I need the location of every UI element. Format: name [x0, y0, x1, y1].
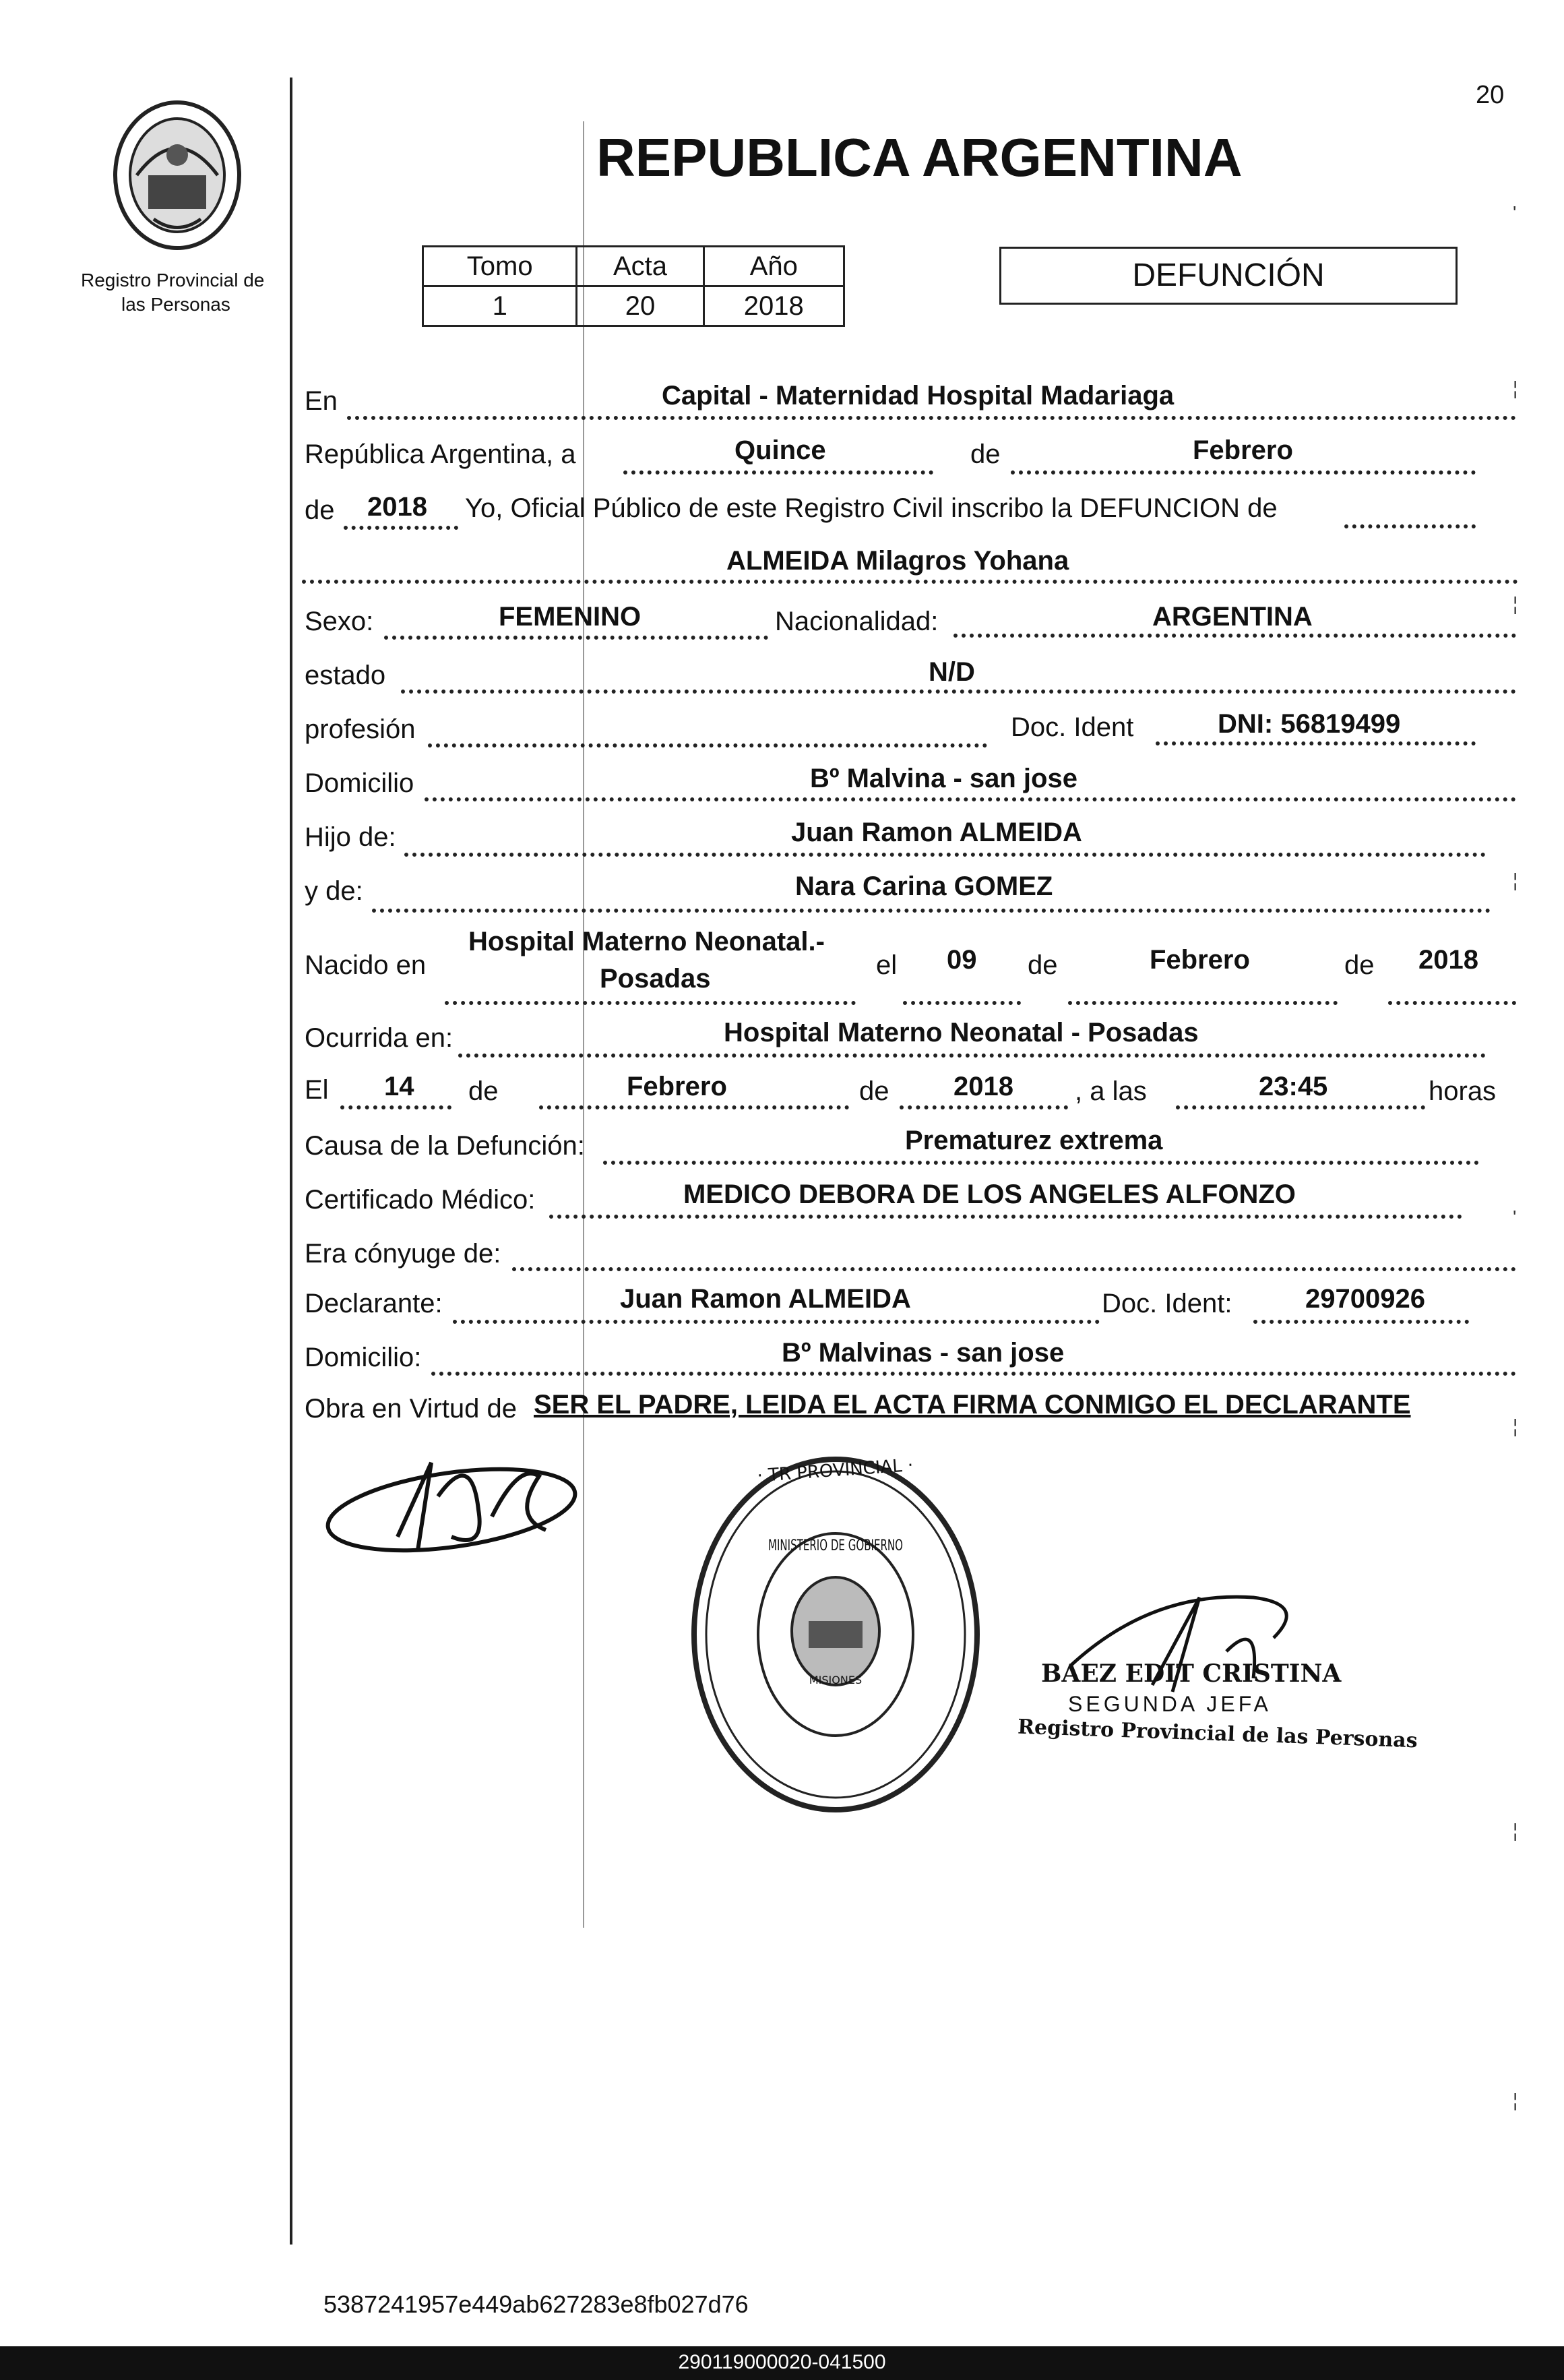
label-yo-oficial: Yo, Oficial Público de este Registro Civil inscribo la DEFUNCION de [465, 493, 1278, 523]
mother-value: Nara Carina GOMEZ [795, 872, 1053, 901]
label-de-birth2: de [1344, 950, 1375, 980]
acta-value: 20 [577, 286, 703, 326]
label-hijo-de: Hijo de: [305, 822, 396, 852]
label-de-birth1: de [1028, 950, 1058, 980]
label-doc-ident-declarante: Doc. Ident: [1102, 1289, 1232, 1318]
birth-day-value: 09 [947, 945, 977, 975]
dotted-line [1176, 1105, 1425, 1109]
officer-name: BAEZ EDIT CRISTINA [1041, 1659, 1342, 1688]
label-republica: República Argentina, a [305, 439, 576, 469]
dotted-line [384, 636, 768, 640]
declarant-signature [317, 1436, 586, 1570]
dotted-line [404, 853, 1486, 857]
edge-mark: ¦ [1513, 377, 1518, 398]
label-estado: estado [305, 661, 386, 690]
edge-mark: ¦ [1513, 869, 1518, 890]
death-day-value: 14 [384, 1072, 414, 1101]
label-doc-ident: Doc. Ident [1011, 712, 1134, 742]
nationality-value: ARGENTINA [1152, 602, 1313, 632]
dotted-line [953, 634, 1516, 638]
label-nacido-en: Nacido en [305, 950, 427, 980]
dotted-line [1253, 1320, 1469, 1324]
declarant-address-value: Bº Malvinas - san jose [782, 1338, 1065, 1368]
tomo-header: Tomo [423, 247, 577, 286]
label-y-de: y de: [305, 876, 363, 906]
address-value: Bº Malvina - san jose [810, 764, 1077, 793]
physician-value: MEDICO DEBORA DE LOS ANGELES ALFONZO [683, 1180, 1296, 1209]
tomo-value: 1 [423, 286, 577, 326]
registry-name-line2: las Personas [121, 294, 230, 315]
acta-header: Acta [577, 247, 703, 286]
dotted-line [431, 1372, 1516, 1376]
death-month-value: Febrero [627, 1072, 727, 1101]
birth-place-line2: Posadas [600, 964, 711, 994]
barcode-text: 290119000020-041500 [678, 2351, 886, 2373]
label-de: de [970, 439, 1001, 469]
seal-inner-text: MINISTERIO DE GOBIERNO [768, 1537, 903, 1554]
country-title: REPUBLICA ARGENTINA [596, 127, 1243, 187]
document-type-box: DEFUNCIÓN [999, 247, 1458, 305]
dotted-line [302, 580, 1518, 584]
death-time-value: 23:45 [1259, 1072, 1328, 1101]
dotted-line [1068, 1001, 1338, 1005]
seal-center-text: MISIONES [809, 1674, 863, 1686]
label-certificado: Certificado Médico: [305, 1185, 536, 1215]
dotted-line [372, 909, 1491, 913]
dotted-line [603, 1161, 1479, 1165]
dotted-line [539, 1105, 849, 1109]
label-declarante: Declarante: [305, 1289, 443, 1318]
dotted-line [453, 1320, 1100, 1324]
father-value: Juan Ramon ALMEIDA [791, 818, 1082, 847]
label-en: En [305, 386, 338, 416]
edge-mark: ' [1513, 202, 1517, 223]
fold-line [583, 121, 584, 1928]
death-year-value: 2018 [953, 1072, 1013, 1101]
margin-rule [290, 78, 292, 2245]
label-nacionalidad: Nacionalidad: [775, 607, 939, 636]
year-value: 2018 [367, 492, 427, 522]
place-value: Capital - Maternidad Hospital Madariaga [662, 381, 1175, 410]
edge-mark: ' [1513, 1207, 1517, 1227]
declarant-doc-value: 29700926 [1305, 1284, 1425, 1314]
edge-mark: ¦ [1513, 1415, 1518, 1436]
dotted-line [512, 1267, 1516, 1271]
dotted-line [401, 690, 1516, 694]
month-value: Febrero [1193, 435, 1293, 465]
registry-name-line1: Registro Provincial de [81, 270, 265, 291]
dotted-line [903, 1001, 1021, 1005]
document-hash: 5387241957e449ab627283e8fb027d76 [323, 2290, 749, 2318]
birth-place-line1: Hospital Materno Neonatal.- [468, 927, 825, 956]
by-virtue-of-value: SER EL PADRE, LEIDA EL ACTA FIRMA CONMIGO EL DECLARANTE [534, 1390, 1411, 1420]
cause-value: Prematurez extrema [905, 1126, 1163, 1155]
dotted-line [900, 1105, 1068, 1109]
label-obra-en-virtud: Obra en Virtud de [305, 1394, 518, 1424]
edge-mark: ¦ [1513, 2089, 1518, 2110]
officer-title: SEGUNDA JEFA [1068, 1692, 1272, 1716]
dotted-line [1388, 1001, 1516, 1005]
dotted-line [425, 797, 1516, 801]
label-conyuge: Era cónyuge de: [305, 1239, 501, 1269]
officer-office: Registro Provincial de las Personas [1017, 1715, 1418, 1753]
label-sexo: Sexo: [305, 607, 374, 636]
dotted-line [458, 1054, 1486, 1058]
label-causa: Causa de la Defunción: [305, 1131, 585, 1161]
dotted-line [1156, 741, 1476, 745]
dotted-line [1344, 524, 1476, 528]
dotted-line [428, 743, 987, 747]
label-profesion: profesión [305, 714, 416, 744]
dotted-line [549, 1215, 1462, 1219]
seal-outer-text: · TR PROVINCIAL · [756, 1455, 914, 1487]
dotted-line [344, 526, 458, 530]
province-emblem [106, 94, 248, 256]
dotted-line [445, 1001, 856, 1005]
deceased-name-value: ALMEIDA Milagros Yohana [726, 546, 1069, 576]
dotted-line [1011, 470, 1476, 475]
dotted-line [623, 470, 933, 475]
record-table [422, 245, 845, 327]
edge-mark: ¦ [1513, 593, 1518, 614]
anio-header: Año [703, 247, 844, 286]
label-domicilio: Domicilio [305, 768, 414, 798]
label-de-death1: de [468, 1076, 499, 1106]
label-el-death: El [305, 1075, 329, 1105]
doc-ident-value: DNI: 56819499 [1218, 709, 1401, 739]
official-seal [684, 1449, 987, 1820]
dotted-line [340, 1105, 451, 1109]
civil-state-value: N/D [929, 657, 975, 687]
edge-mark: ¦ [1513, 1820, 1518, 1841]
birth-month-value: Febrero [1150, 945, 1250, 975]
page-number: 20 [1476, 81, 1505, 109]
label-el-birth: el [876, 950, 898, 980]
dotted-line [347, 416, 1516, 420]
label-domicilio-declarante: Domicilio: [305, 1343, 422, 1372]
label-a-las: , a las [1075, 1076, 1147, 1106]
sex-value: FEMENINO [499, 602, 642, 632]
label-horas: horas [1429, 1076, 1497, 1106]
death-place-value: Hospital Materno Neonatal - Posadas [724, 1018, 1199, 1047]
label-de-death2: de [859, 1076, 889, 1106]
declarant-value: Juan Ramon ALMEIDA [620, 1284, 911, 1314]
label-ocurrida-en: Ocurrida en: [305, 1023, 453, 1053]
birth-year-value: 2018 [1418, 945, 1478, 975]
day-words-value: Quince [734, 435, 826, 465]
anio-value: 2018 [703, 286, 844, 326]
label-de2: de [305, 495, 335, 525]
